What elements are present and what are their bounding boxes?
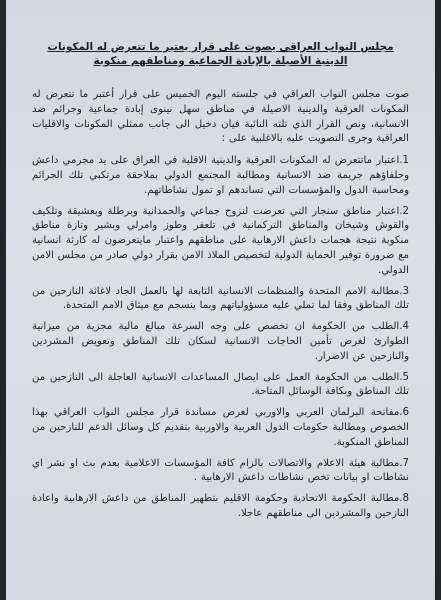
resolution-items — [32, 154, 409, 522]
document-title: مجلس النواب العراقي يصوت على قرار يعتبر ما تتعرض له المكونات الدينية الأصيلة بالإبادة الجماعية ومناطقهم منكوبة — [47, 41, 394, 67]
resolution-item-5: 5.الطلب من الحكومة العمل على ايصال المساعدات الانسانية العاجلة الى النازحين من تلك المناطق وبكافة الوسائل المتاحة. — [32, 371, 409, 398]
resolution-item-1: 1.اعتبار ماتتعرض له المكونات العرقية والدينية الاقلية في العراق على يد مجرمي داعش وحلفاؤهم جريمة ضد الانسانية ومطالبة المجتمع الدولي بملاحقة مرتكبي تلك الجرائم ومحاسبة الدول والمؤسسات التي تساندهم او تمول نشاطاتهم. — [32, 155, 409, 196]
resolution-item-7: 7.مطالبة هيئة الاعلام والاتصالات بالزام كافة المؤسسات الاعلامية بعدم بث او نشر اي نشاطات او بيانات تخص نشاطات داعش الارهابية . — [32, 457, 409, 484]
resolution-item-2: 2.اعتبار مناطق سنجار التي تعرضت لنزوح جماعي والحمدانية وبرطلة وبعشيقة وتلكيف والقوش وشيخان والمناطق التركمانية في تلعفر وطوز وامرلي وبشير وتازة مناطق منكوبة نتيجة هجمات داعش الارهابية على مناطقهم واعتبار مايتعرضون له كارثة انسانية مع ضرورة توفير الحماية الدولية لتخصيص الملاذ الامن بقرار دولي صادر من مجلس الامن الدولي. — [32, 205, 409, 276]
resolution-item-4: 4.الطلب من الحكومة ان تخصص على وجه السرعة مبالغ مالية مجزية من ميزانية الطوارئ لغرض تأمين الحاجات الانسانية لسكان تلك المناطق وتعويض المشردين والنازحين عن الاضرار. — [32, 321, 409, 362]
resolution-item-3: 3.مطالبة الامم المتحدة والمنظمات الانسانية التابعة لها بالعمل الجاد لاغاثة النازحين من تلك المناطق وفقا لما تملي عليه مسؤولياتهم وبما ينسجم مع ميثاق الامم المتحدة. — [32, 285, 409, 312]
document-page — [6, 0, 435, 600]
intro-paragraph: صوت مجلس النواب العراقي في جلسته اليوم الخميس على قرار أعتبر ما تتعرض له المكونات العرقية والدينية الاصيلة في مناطق سهل نينوى إبادة جماعية وجرائم ضد الانسانية، ونص القرار الذي تلته النائبة فيان دخيل الى جانب ممثلي المكونات والاقليات العراقية وجرى التصويت عليه بالاغلبية على : — [32, 89, 409, 145]
resolution-item-8: 8.مطالبة الحكومة الاتحادية وحكومة الاقليم بتطهير المناطق من داعش الارهابية واعادة النازحين والمشردين الى مناطقهم عاجلا. — [32, 493, 409, 519]
resolution-item-6: 6.مفاتحة البرلمان العربي والاوربي لغرض مساندة قرار مجلس النواب العراقي بهذا الخصوص ومطالبة حكومات الدول العربية والاوربية بتقديم كل وسائل الدعم للنازحين من المناطق المنكوبة. — [32, 407, 409, 448]
